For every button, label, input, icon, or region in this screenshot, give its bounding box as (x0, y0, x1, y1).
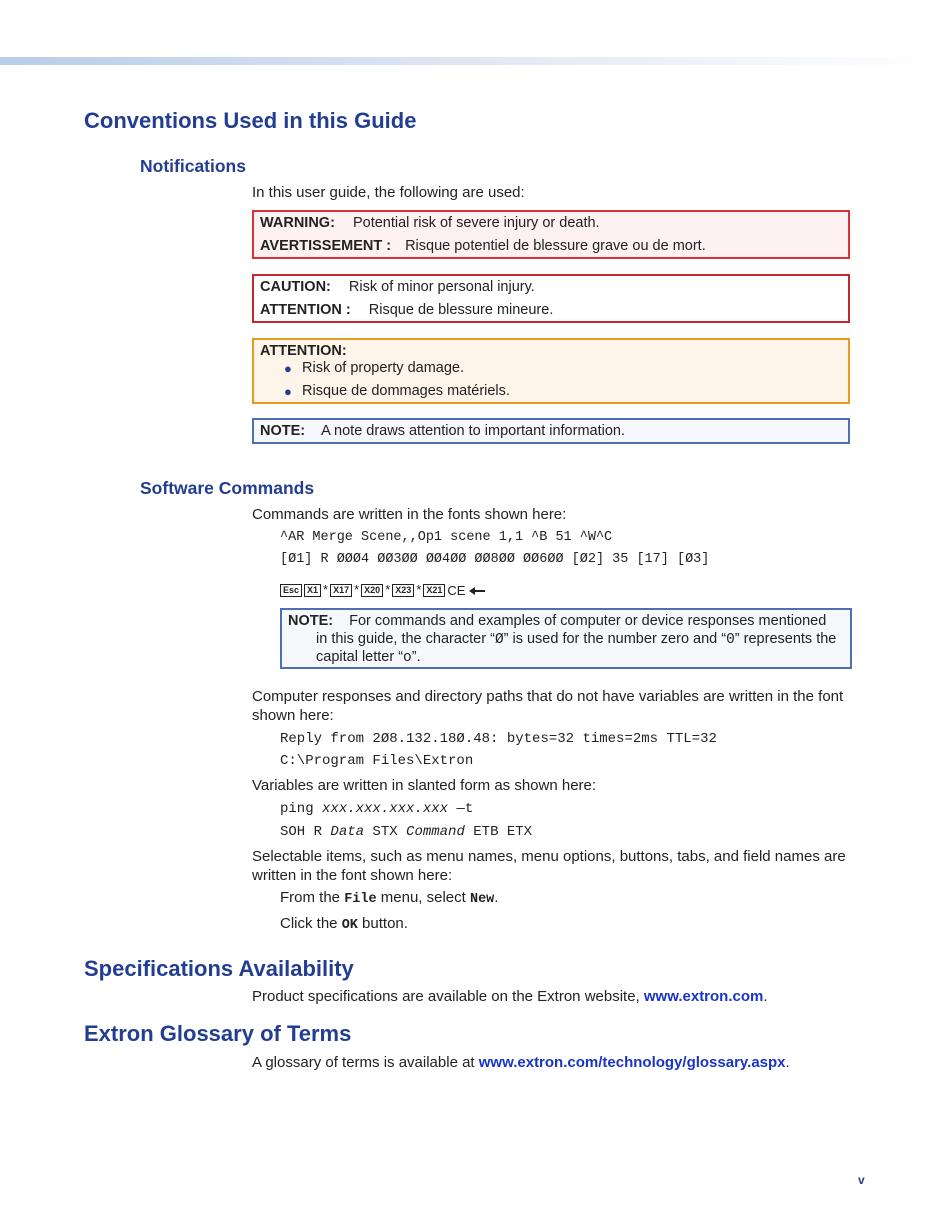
avertissement-label: AVERTISSEMENT : (260, 238, 392, 254)
caution-text: Risk of minor personal injury. (348, 279, 535, 295)
extron-website-link[interactable]: www.extron.com (643, 988, 764, 1005)
glossary-link[interactable]: www.extron.com/technology/glossary.aspx (478, 1054, 786, 1071)
commands-intro: Commands are written in the fonts shown here: (252, 506, 567, 523)
responses-intro-line2: shown here: (252, 707, 334, 724)
command-example-1: ^AR Merge Scene,,Op1 scene 1,1 ^B 51 ^W^C (280, 530, 613, 545)
variables-intro: Variables are written in slanted form as shown here: (252, 777, 597, 794)
asterisk: * (354, 582, 360, 597)
key-suffix: CE (447, 583, 466, 599)
header-gradient-bar (0, 57, 950, 65)
note-commands-line1: For commands and examples of computer or device responses mentioned (349, 613, 827, 629)
key-x17: X17 (330, 584, 352, 597)
note-box-commands (280, 608, 852, 669)
selectable-example-2: Click the OK button. (280, 915, 408, 933)
note-label: NOTE: (260, 423, 306, 439)
response-example-1: Reply from 2Ø8.132.18Ø.48: bytes=32 times=2ms TTL=32 (280, 731, 717, 747)
key-x1: X1 (304, 584, 321, 597)
selectable-example-1: From the File menu, select New. (280, 889, 499, 907)
key-esc: Esc (280, 584, 302, 597)
software-commands-heading: Software Commands (140, 478, 315, 498)
bullet-icon: ● (284, 361, 292, 376)
note-commands-label: NOTE: (288, 613, 334, 629)
asterisk: * (323, 582, 329, 597)
note-commands-line2: in this guide, the character “Ø” is used for the number zero and “0” represents the (316, 631, 837, 648)
enter-arrow-icon (469, 587, 485, 595)
specifications-heading: Specifications Availability (84, 956, 354, 981)
note-text: A note draws attention to important information. (321, 423, 626, 439)
attention-fr-label: ATTENTION : (260, 302, 351, 318)
specifications-text: Product specifications are available on the Extron website, www.extron.com. (252, 988, 768, 1005)
bullet-icon: ● (284, 384, 292, 399)
notifications-intro: In this user guide, the following are used: (252, 184, 525, 201)
note-box (252, 418, 850, 444)
avertissement-text: Risque potentiel de blessure grave ou de mort. (405, 238, 706, 254)
key-x20: X20 (361, 584, 383, 597)
warning-text: Potential risk of severe injury or death. (352, 215, 600, 231)
caution-label: CAUTION: (260, 279, 331, 295)
asterisk: * (385, 582, 391, 597)
responses-intro-line1: Computer responses and directory paths that do not have variables are written in the font (252, 688, 844, 705)
attention-item-2: Risque de dommages matériels. (302, 383, 510, 399)
variable-example-2: SOH R Data STX Command ETB ETX (280, 824, 533, 840)
attention-box (252, 338, 850, 404)
page-title: Conventions Used in this Guide (84, 108, 417, 133)
caution-box (252, 274, 850, 323)
note-commands-line3: capital letter “o”. (316, 649, 421, 666)
attention-item-1: Risk of property damage. (302, 360, 464, 376)
attention-label: ATTENTION: (260, 343, 347, 359)
warning-label: WARNING: (260, 215, 335, 231)
glossary-heading: Extron Glossary of Terms (84, 1021, 352, 1046)
attention-fr-text: Risque de blessure mineure. (368, 302, 554, 318)
asterisk: * (416, 582, 422, 597)
notifications-heading: Notifications (140, 156, 246, 176)
page-number: v (858, 1173, 865, 1187)
key-sequence (280, 582, 485, 598)
variable-example-1: ping xxx.xxx.xxx.xxx —t (280, 801, 474, 817)
command-example-2: [Ø1] R ØØØ4 ØØ3ØØ ØØ4ØØ ØØ8ØØ ØØ6ØØ [Ø2] 35 [17] [Ø3] (280, 552, 710, 567)
warning-box (252, 210, 850, 259)
selectable-intro-line2: written in the font shown here: (252, 867, 453, 884)
key-x23: X23 (392, 584, 414, 597)
selectable-intro-line1: Selectable items, such as menu names, menu options, buttons, tabs, and field names are (252, 848, 846, 865)
response-example-2: C:\Program Files\Extron (280, 753, 474, 769)
glossary-text: A glossary of terms is available at www.extron.com/technology/glossary.aspx. (252, 1054, 790, 1071)
key-x21: X21 (423, 584, 445, 597)
